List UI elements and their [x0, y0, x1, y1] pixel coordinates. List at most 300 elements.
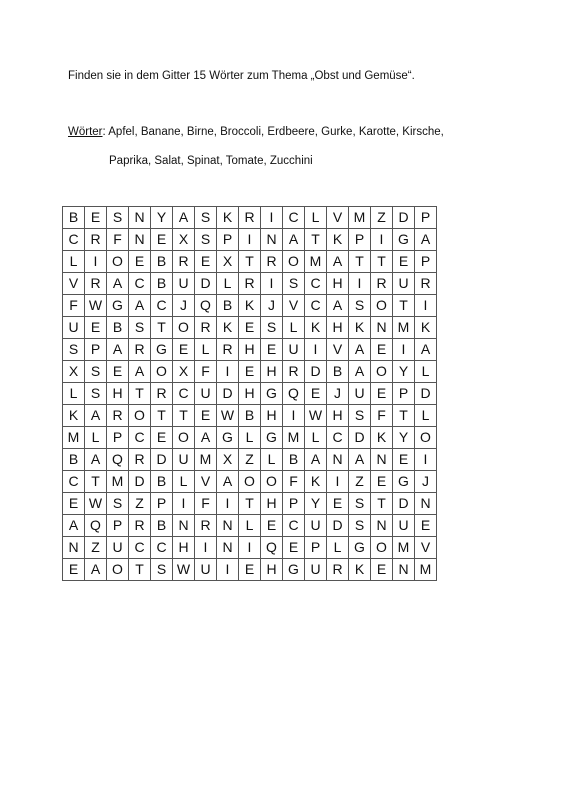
grid-cell[interactable]: O: [107, 251, 129, 273]
grid-cell[interactable]: R: [195, 317, 217, 339]
grid-cell[interactable]: U: [63, 317, 85, 339]
grid-cell[interactable]: S: [107, 493, 129, 515]
grid-cell[interactable]: T: [129, 559, 151, 581]
grid-cell[interactable]: Z: [239, 449, 261, 471]
grid-cell[interactable]: R: [85, 229, 107, 251]
grid-cell[interactable]: H: [327, 405, 349, 427]
grid-cell[interactable]: K: [63, 405, 85, 427]
grid-cell[interactable]: U: [195, 383, 217, 405]
grid-cell[interactable]: T: [393, 295, 415, 317]
grid-cell[interactable]: O: [283, 251, 305, 273]
grid-cell[interactable]: M: [283, 427, 305, 449]
grid-cell[interactable]: P: [283, 493, 305, 515]
grid-cell[interactable]: S: [349, 515, 371, 537]
grid-cell[interactable]: I: [393, 339, 415, 361]
grid-cell[interactable]: T: [129, 383, 151, 405]
grid-cell[interactable]: E: [239, 317, 261, 339]
grid-cell[interactable]: P: [107, 515, 129, 537]
grid-cell[interactable]: J: [415, 471, 437, 493]
grid-cell[interactable]: E: [195, 251, 217, 273]
grid-cell[interactable]: U: [349, 383, 371, 405]
grid-cell[interactable]: M: [349, 207, 371, 229]
grid-cell[interactable]: E: [371, 559, 393, 581]
grid-cell[interactable]: A: [107, 273, 129, 295]
grid-cell[interactable]: F: [283, 471, 305, 493]
grid-cell[interactable]: N: [129, 207, 151, 229]
grid-cell[interactable]: U: [173, 273, 195, 295]
grid-cell[interactable]: G: [217, 427, 239, 449]
grid-cell[interactable]: U: [195, 559, 217, 581]
grid-cell[interactable]: F: [195, 361, 217, 383]
grid-cell[interactable]: T: [151, 405, 173, 427]
grid-cell[interactable]: R: [239, 273, 261, 295]
grid-cell[interactable]: V: [283, 295, 305, 317]
grid-cell[interactable]: C: [305, 273, 327, 295]
grid-cell[interactable]: A: [85, 559, 107, 581]
grid-cell[interactable]: B: [63, 449, 85, 471]
grid-cell[interactable]: E: [85, 317, 107, 339]
grid-cell[interactable]: I: [217, 493, 239, 515]
grid-cell[interactable]: M: [393, 317, 415, 339]
grid-cell[interactable]: S: [195, 207, 217, 229]
grid-cell[interactable]: C: [151, 537, 173, 559]
grid-cell[interactable]: O: [239, 471, 261, 493]
grid-cell[interactable]: I: [371, 229, 393, 251]
grid-cell[interactable]: S: [283, 273, 305, 295]
grid-cell[interactable]: O: [129, 405, 151, 427]
grid-cell[interactable]: E: [173, 339, 195, 361]
grid-cell[interactable]: A: [349, 339, 371, 361]
grid-cell[interactable]: P: [107, 427, 129, 449]
grid-cell[interactable]: R: [129, 449, 151, 471]
grid-cell[interactable]: A: [349, 361, 371, 383]
grid-cell[interactable]: Y: [305, 493, 327, 515]
grid-cell[interactable]: A: [415, 229, 437, 251]
grid-cell[interactable]: Z: [129, 493, 151, 515]
grid-cell[interactable]: Z: [349, 471, 371, 493]
grid-cell[interactable]: R: [327, 559, 349, 581]
grid-cell[interactable]: R: [371, 273, 393, 295]
grid-cell[interactable]: A: [129, 295, 151, 317]
grid-cell[interactable]: B: [151, 251, 173, 273]
grid-cell[interactable]: R: [151, 383, 173, 405]
grid-cell[interactable]: C: [129, 273, 151, 295]
grid-cell[interactable]: R: [107, 405, 129, 427]
grid-cell[interactable]: D: [327, 515, 349, 537]
grid-cell[interactable]: A: [85, 449, 107, 471]
grid-cell[interactable]: X: [63, 361, 85, 383]
grid-cell[interactable]: R: [85, 273, 107, 295]
grid-cell[interactable]: E: [129, 251, 151, 273]
grid-cell[interactable]: L: [283, 317, 305, 339]
grid-cell[interactable]: X: [173, 229, 195, 251]
grid-cell[interactable]: V: [327, 207, 349, 229]
grid-cell[interactable]: M: [393, 537, 415, 559]
grid-cell[interactable]: U: [393, 273, 415, 295]
grid-cell[interactable]: L: [261, 449, 283, 471]
grid-cell[interactable]: E: [63, 493, 85, 515]
grid-cell[interactable]: J: [327, 383, 349, 405]
grid-cell[interactable]: I: [305, 339, 327, 361]
grid-cell[interactable]: W: [173, 559, 195, 581]
grid-cell[interactable]: H: [173, 537, 195, 559]
grid-cell[interactable]: H: [261, 493, 283, 515]
grid-cell[interactable]: D: [393, 207, 415, 229]
grid-cell[interactable]: A: [129, 361, 151, 383]
grid-cell[interactable]: A: [195, 427, 217, 449]
grid-cell[interactable]: E: [195, 405, 217, 427]
grid-cell[interactable]: Y: [151, 207, 173, 229]
grid-cell[interactable]: D: [151, 449, 173, 471]
grid-cell[interactable]: A: [327, 295, 349, 317]
grid-cell[interactable]: Q: [195, 295, 217, 317]
grid-cell[interactable]: C: [63, 229, 85, 251]
grid-cell[interactable]: P: [151, 493, 173, 515]
grid-cell[interactable]: K: [349, 559, 371, 581]
grid-cell[interactable]: Y: [393, 427, 415, 449]
grid-cell[interactable]: N: [371, 515, 393, 537]
grid-cell[interactable]: C: [63, 471, 85, 493]
grid-cell[interactable]: U: [305, 515, 327, 537]
grid-cell[interactable]: M: [195, 449, 217, 471]
grid-cell[interactable]: P: [415, 207, 437, 229]
grid-cell[interactable]: O: [371, 537, 393, 559]
grid-cell[interactable]: R: [239, 207, 261, 229]
grid-cell[interactable]: F: [63, 295, 85, 317]
grid-cell[interactable]: J: [261, 295, 283, 317]
grid-cell[interactable]: L: [85, 427, 107, 449]
grid-cell[interactable]: S: [107, 207, 129, 229]
grid-row: [63, 493, 437, 515]
grid-cell[interactable]: K: [239, 295, 261, 317]
grid-cell[interactable]: M: [305, 251, 327, 273]
grid-cell[interactable]: L: [415, 361, 437, 383]
grid-cell[interactable]: D: [195, 273, 217, 295]
grid-row: [63, 229, 437, 251]
word-list-line-2: Paprika, Salat, Spinat, Tomate, Zucchini: [109, 155, 313, 167]
grid-cell[interactable]: U: [107, 537, 129, 559]
grid-cell[interactable]: V: [195, 471, 217, 493]
grid-cell[interactable]: P: [217, 229, 239, 251]
grid-cell[interactable]: G: [393, 471, 415, 493]
grid-cell[interactable]: T: [151, 317, 173, 339]
grid-cell[interactable]: N: [415, 493, 437, 515]
grid-cell[interactable]: K: [305, 317, 327, 339]
grid-cell[interactable]: X: [173, 361, 195, 383]
grid-cell[interactable]: W: [85, 295, 107, 317]
grid-cell[interactable]: E: [261, 515, 283, 537]
grid-cell[interactable]: A: [415, 339, 437, 361]
grid-cell[interactable]: L: [415, 405, 437, 427]
grid-cell[interactable]: M: [415, 559, 437, 581]
grid-cell[interactable]: I: [217, 361, 239, 383]
grid-cell[interactable]: B: [239, 405, 261, 427]
grid-row: [63, 427, 437, 449]
grid-cell[interactable]: S: [129, 317, 151, 339]
grid-cell[interactable]: F: [195, 493, 217, 515]
grid-cell[interactable]: L: [63, 383, 85, 405]
grid-cell[interactable]: R: [415, 273, 437, 295]
grid-cell[interactable]: H: [327, 317, 349, 339]
grid-cell[interactable]: N: [371, 449, 393, 471]
grid-cell[interactable]: E: [371, 383, 393, 405]
grid-cell[interactable]: S: [85, 361, 107, 383]
grid-cell[interactable]: J: [173, 295, 195, 317]
grid-cell[interactable]: B: [217, 295, 239, 317]
grid-cell[interactable]: S: [195, 229, 217, 251]
grid-cell[interactable]: D: [349, 427, 371, 449]
grid-cell[interactable]: I: [415, 295, 437, 317]
grid-cell[interactable]: N: [371, 317, 393, 339]
grid-cell[interactable]: H: [239, 383, 261, 405]
grid-cell[interactable]: N: [261, 229, 283, 251]
grid-cell[interactable]: Q: [107, 449, 129, 471]
grid-cell[interactable]: N: [173, 515, 195, 537]
grid-cell[interactable]: B: [63, 207, 85, 229]
grid-cell[interactable]: E: [85, 207, 107, 229]
grid-cell[interactable]: L: [63, 251, 85, 273]
grid-cell[interactable]: O: [173, 427, 195, 449]
grid-cell[interactable]: R: [173, 251, 195, 273]
grid-cell[interactable]: T: [85, 471, 107, 493]
grid-cell[interactable]: N: [393, 559, 415, 581]
grid-cell[interactable]: V: [327, 339, 349, 361]
grid-row: [63, 405, 437, 427]
grid-cell[interactable]: P: [393, 383, 415, 405]
grid-row: [63, 559, 437, 581]
grid-cell[interactable]: W: [217, 405, 239, 427]
grid-cell[interactable]: L: [305, 207, 327, 229]
grid-cell[interactable]: I: [261, 207, 283, 229]
grid-cell[interactable]: D: [393, 493, 415, 515]
grid-cell[interactable]: X: [217, 251, 239, 273]
grid-cell[interactable]: I: [327, 471, 349, 493]
grid-cell[interactable]: A: [173, 207, 195, 229]
grid-cell[interactable]: I: [173, 493, 195, 515]
grid-cell[interactable]: H: [327, 273, 349, 295]
grid-cell[interactable]: V: [63, 273, 85, 295]
grid-cell[interactable]: U: [173, 449, 195, 471]
grid-cell[interactable]: T: [305, 229, 327, 251]
grid-cell[interactable]: C: [173, 383, 195, 405]
grid-cell[interactable]: E: [151, 229, 173, 251]
grid-cell[interactable]: A: [349, 449, 371, 471]
grid-cell[interactable]: H: [261, 405, 283, 427]
grid-cell[interactable]: N: [129, 229, 151, 251]
grid-cell[interactable]: X: [217, 449, 239, 471]
grid-cell[interactable]: I: [415, 449, 437, 471]
grid-cell[interactable]: K: [217, 317, 239, 339]
grid-cell[interactable]: R: [283, 361, 305, 383]
grid-cell[interactable]: E: [283, 537, 305, 559]
grid-cell[interactable]: B: [283, 449, 305, 471]
grid-cell[interactable]: D: [305, 361, 327, 383]
grid-cell[interactable]: L: [239, 515, 261, 537]
grid-cell[interactable]: G: [261, 427, 283, 449]
grid-cell[interactable]: N: [217, 515, 239, 537]
grid-cell[interactable]: Z: [85, 537, 107, 559]
grid-cell[interactable]: E: [371, 339, 393, 361]
grid-cell[interactable]: O: [173, 317, 195, 339]
grid-cell[interactable]: E: [327, 493, 349, 515]
grid-cell[interactable]: F: [371, 405, 393, 427]
grid-cell[interactable]: H: [107, 383, 129, 405]
grid-cell[interactable]: E: [239, 559, 261, 581]
grid-cell[interactable]: T: [371, 493, 393, 515]
grid-cell[interactable]: W: [85, 493, 107, 515]
grid-cell[interactable]: P: [305, 537, 327, 559]
grid-cell[interactable]: L: [327, 537, 349, 559]
grid-cell[interactable]: K: [371, 427, 393, 449]
grid-cell[interactable]: B: [327, 361, 349, 383]
grid-cell[interactable]: C: [283, 515, 305, 537]
grid-cell[interactable]: S: [151, 559, 173, 581]
grid-cell[interactable]: O: [371, 295, 393, 317]
grid-cell[interactable]: O: [107, 559, 129, 581]
grid-cell[interactable]: E: [371, 471, 393, 493]
grid-cell[interactable]: K: [305, 471, 327, 493]
grid-cell[interactable]: E: [261, 339, 283, 361]
grid-cell[interactable]: A: [217, 471, 239, 493]
grid-cell[interactable]: H: [261, 361, 283, 383]
grid-cell[interactable]: C: [129, 427, 151, 449]
grid-cell[interactable]: M: [63, 427, 85, 449]
grid-cell[interactable]: A: [63, 515, 85, 537]
grid-cell[interactable]: P: [85, 339, 107, 361]
grid-cell[interactable]: A: [305, 449, 327, 471]
grid-cell[interactable]: S: [349, 295, 371, 317]
grid-cell[interactable]: U: [393, 515, 415, 537]
grid-cell[interactable]: L: [305, 427, 327, 449]
grid-cell[interactable]: S: [63, 339, 85, 361]
grid-cell[interactable]: F: [107, 229, 129, 251]
word-list-line-1: [68, 126, 444, 138]
grid-cell[interactable]: A: [85, 405, 107, 427]
grid-cell[interactable]: L: [173, 471, 195, 493]
grid-cell[interactable]: I: [349, 273, 371, 295]
grid-cell[interactable]: B: [151, 471, 173, 493]
grid-cell[interactable]: T: [239, 493, 261, 515]
grid-cell[interactable]: S: [261, 317, 283, 339]
grid-cell[interactable]: G: [261, 383, 283, 405]
grid-cell[interactable]: R: [195, 515, 217, 537]
grid-cell[interactable]: L: [195, 339, 217, 361]
grid-cell[interactable]: D: [415, 383, 437, 405]
grid-cell[interactable]: I: [85, 251, 107, 273]
grid-cell[interactable]: T: [239, 251, 261, 273]
grid-cell[interactable]: K: [327, 229, 349, 251]
grid-cell[interactable]: D: [217, 383, 239, 405]
grid-cell[interactable]: I: [239, 229, 261, 251]
grid-cell[interactable]: B: [107, 317, 129, 339]
grid-cell[interactable]: T: [173, 405, 195, 427]
grid-cell[interactable]: O: [371, 361, 393, 383]
grid-cell[interactable]: T: [393, 405, 415, 427]
grid-cell[interactable]: Z: [371, 207, 393, 229]
grid-cell[interactable]: K: [415, 317, 437, 339]
grid-cell[interactable]: C: [129, 537, 151, 559]
grid-cell[interactable]: N: [217, 537, 239, 559]
grid-cell[interactable]: M: [107, 471, 129, 493]
grid-cell[interactable]: E: [63, 559, 85, 581]
grid-cell[interactable]: D: [129, 471, 151, 493]
grid-cell[interactable]: C: [327, 427, 349, 449]
grid-cell[interactable]: K: [349, 317, 371, 339]
grid-cell[interactable]: B: [151, 515, 173, 537]
grid-cell[interactable]: Q: [85, 515, 107, 537]
grid-cell[interactable]: I: [239, 537, 261, 559]
grid-cell[interactable]: I: [217, 559, 239, 581]
grid-cell[interactable]: C: [283, 207, 305, 229]
grid-cell[interactable]: I: [261, 273, 283, 295]
grid-cell[interactable]: T: [371, 251, 393, 273]
grid-cell[interactable]: R: [129, 339, 151, 361]
grid-cell[interactable]: I: [195, 537, 217, 559]
grid-cell[interactable]: S: [349, 493, 371, 515]
grid-cell[interactable]: R: [217, 339, 239, 361]
grid-cell[interactable]: E: [305, 383, 327, 405]
grid-cell[interactable]: G: [393, 229, 415, 251]
grid-cell[interactable]: O: [151, 361, 173, 383]
grid-cell[interactable]: A: [327, 251, 349, 273]
grid-cell[interactable]: Y: [393, 361, 415, 383]
grid-cell[interactable]: G: [107, 295, 129, 317]
grid-cell[interactable]: A: [107, 339, 129, 361]
grid-row: [63, 515, 437, 537]
grid-cell[interactable]: O: [261, 471, 283, 493]
grid-cell[interactable]: P: [415, 251, 437, 273]
grid-cell[interactable]: U: [283, 339, 305, 361]
grid-cell[interactable]: C: [305, 295, 327, 317]
grid-cell[interactable]: V: [415, 537, 437, 559]
grid-cell[interactable]: E: [393, 251, 415, 273]
grid-cell[interactable]: U: [305, 559, 327, 581]
grid-cell[interactable]: E: [151, 427, 173, 449]
grid-cell[interactable]: S: [85, 383, 107, 405]
grid-cell[interactable]: N: [63, 537, 85, 559]
grid-cell[interactable]: T: [349, 251, 371, 273]
grid-cell[interactable]: Q: [283, 383, 305, 405]
grid-cell[interactable]: W: [305, 405, 327, 427]
grid-cell[interactable]: E: [393, 449, 415, 471]
grid-cell[interactable]: H: [261, 559, 283, 581]
grid-cell[interactable]: I: [283, 405, 305, 427]
grid-cell[interactable]: R: [261, 251, 283, 273]
word-list-label: Wörter: [68, 126, 103, 138]
grid-cell[interactable]: G: [151, 339, 173, 361]
grid-cell[interactable]: H: [239, 339, 261, 361]
grid-cell[interactable]: G: [349, 537, 371, 559]
grid-cell[interactable]: L: [217, 273, 239, 295]
grid-cell[interactable]: K: [217, 207, 239, 229]
grid-cell[interactable]: A: [283, 229, 305, 251]
word-search-grid: [62, 206, 437, 581]
grid-cell[interactable]: R: [129, 515, 151, 537]
grid-cell[interactable]: E: [239, 361, 261, 383]
grid-cell[interactable]: C: [151, 295, 173, 317]
grid-cell[interactable]: E: [107, 361, 129, 383]
grid-cell[interactable]: P: [349, 229, 371, 251]
grid-cell[interactable]: N: [327, 449, 349, 471]
grid-cell[interactable]: B: [151, 273, 173, 295]
grid-cell[interactable]: Q: [261, 537, 283, 559]
grid-cell[interactable]: E: [415, 515, 437, 537]
grid-cell[interactable]: S: [349, 405, 371, 427]
grid-cell[interactable]: O: [415, 427, 437, 449]
grid-cell[interactable]: G: [283, 559, 305, 581]
grid-row: [63, 537, 437, 559]
grid-cell[interactable]: L: [239, 427, 261, 449]
